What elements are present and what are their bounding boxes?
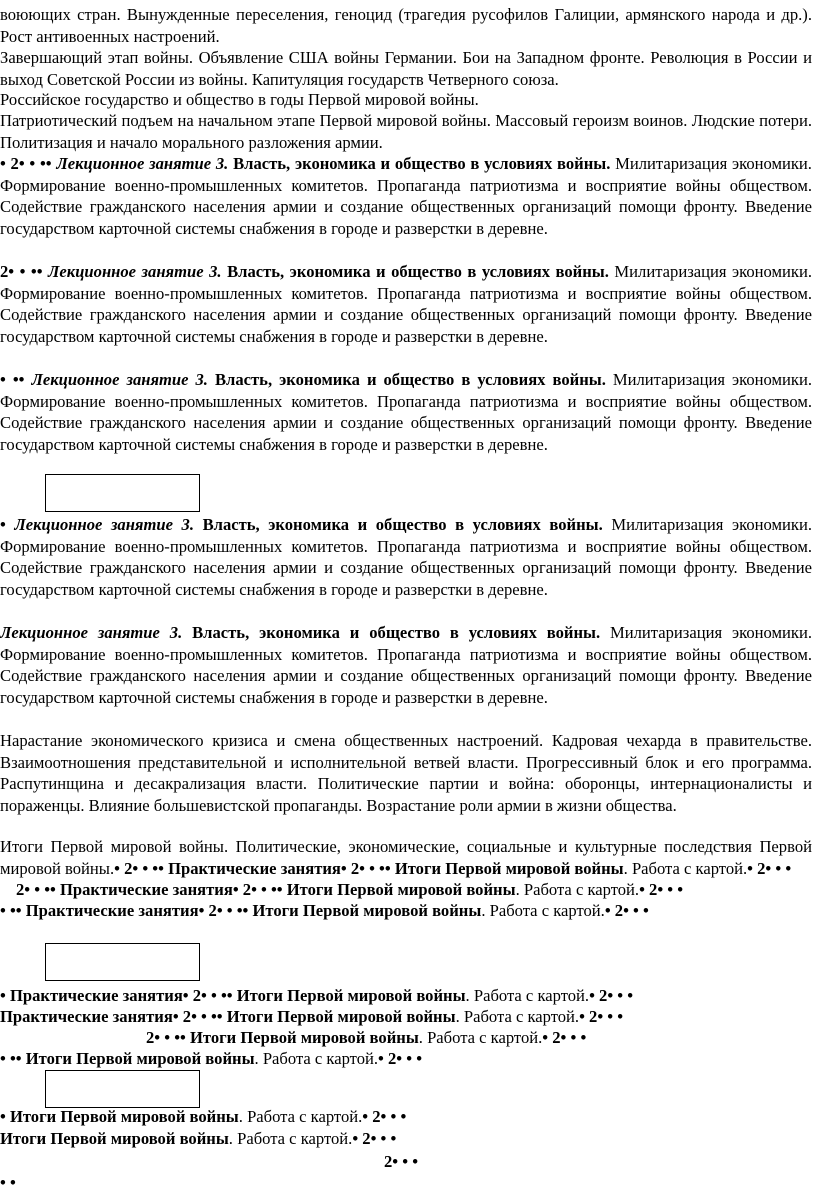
bullet-marker: • 2• • • [362,1107,407,1126]
bullet-marker: 2• • •• [0,262,49,281]
lecture-title: Лекционное занятие 3. [31,370,208,389]
lecture-subtitle: Власть, экономика и общество в условиях войны. [192,623,601,642]
results-title: Итоги Первой мировой войны [252,901,482,920]
bullet-marker: • [0,986,10,1005]
results-title: Итоги Первой мировой войны [236,986,466,1005]
map-work: . Работа с картой. [481,901,605,920]
lecture-title: Лекционное занятие 3. [14,515,194,534]
results-title: Итоги Первой мировой войны [394,858,624,878]
bullet-marker: 2• • •• [146,1028,190,1047]
bullet-marker: • •• [0,901,26,920]
fragment-line-10 [0,1172,200,1194]
intro-heading-russia: Российское государство и общество в годы Первой мировой войны. [0,90,479,109]
lecture-block-3 [0,369,812,455]
practice-label: Практические занятия [0,1007,173,1026]
results-title: Итоги Первой мировой войны [0,1129,229,1148]
lecture-body-first: Милитаризация [615,154,728,173]
intro-paragraph-1: воюющих стран. Вынужденные переселения, геноцид (трагедия русофилов Галиции, армянского народа и др.). Рост антивоенных настроений. [0,5,812,46]
bullet-marker: • [0,1107,10,1126]
bullet-marker: • 2• • • [542,1028,587,1047]
map-work: . Работа с картой. [254,1049,379,1068]
map-work: . Работа с картой. [228,1129,353,1148]
bullet-marker: • 2• • • [589,986,634,1005]
bullet-marker: • 2• • •• [114,858,169,878]
bullet-marker: • 2• • • [352,1129,397,1148]
lecture-body: экономики. Формирование военно-промышленных комитетов. Пропаганда патриотизма и восприятие войны обществом. Содействие гражданского населения армии и создание общественных организаций помощи фронту. Введение государством карточной системы снабжения в городе и разверстки в деревне. [0,154,812,238]
bullet-marker: 2• • • [384,1152,419,1171]
fragment-line-7 [0,1106,812,1128]
lecture-body: экономики. Формирование военно-промышленных комитетов. Пропаганда патриотизма и восприятие войны обществом. Содействие гражданского населения армии и создание общественных организаций помощи фронту. Введение государством карточной системы снабжения в городе и разверстки в деревне. [0,370,812,454]
lecture-title: Лекционное занятие 3. [56,154,229,173]
fragment-line-4 [0,1006,812,1028]
lecture-body: экономики. Формирование военно-промышленных комитетов. Пропаганда патриотизма и восприятие войны обществом. Содействие гражданского населения армии и создание общественных организаций помощи фронту. Введение государством карточной системы снабжения в городе и разверстки в деревне. [0,623,812,707]
lecture-body: экономики. Формирование военно-промышленных комитетов. Пропаганда патриотизма и восприятие войны обществом. Содействие гражданского населения армии и создание общественных организаций помощи фронту. Введение государством карточной системы снабжения в городе и разверстки в деревне. [0,515,812,599]
bullet-marker: • 2• • • [639,880,684,899]
results-title: Итоги Первой мировой войны [286,880,516,899]
lecture-block-4 [0,514,812,600]
bullet-marker: • • [0,1173,16,1192]
bullet-marker: • 2• • • [747,858,792,878]
results-title: Итоги Первой мировой войны [189,1028,419,1047]
lecture-subtitle: Власть, экономика и общество в условиях войны. [214,370,606,389]
empty-frame-1 [45,474,200,512]
bullet-marker: • 2• • •• [232,880,287,899]
lecture-block-2 [0,261,812,347]
lecture-subtitle: Власть, экономика и общество в условиях войны. [202,515,603,534]
crisis-paragraph: Нарастание экономического кризиса и смена общественных настроений. Кадровая чехарда в правительстве. Взаимоотношения представительной и исполнительной ветвей власти. Прогрессивный блок и его программа. Распутинщина и десакрализация власти. Политические партии и война: оборонцы, интернационалисты и пораженцы. Влияние большевистской пропаганды. Возрастание роли армии в жизни общества. [0,731,812,815]
bullet-marker: • 2• • •• [198,901,253,920]
lecture-subtitle: Власть, экономика и общество в условиях войны. [233,154,611,173]
bullet-marker: 2• • •• [16,880,60,899]
map-work: . Работа с картой. [623,858,748,878]
map-work: . Работа с картой. [515,880,640,899]
bullet-marker: • 2• • •• [182,986,237,1005]
fragment-line-2 [0,900,812,922]
lecture-block-1 [0,153,812,239]
lecture-body-first: Милитаризация [614,262,727,281]
bullet-marker: • 2• • • [378,1049,423,1068]
lecture-title: Лекционное занятие 3. [48,262,222,281]
fragment-line-5 [146,1027,816,1049]
map-work: . Работа с картой. [418,1028,543,1047]
results-title: Итоги Первой мировой войны [25,1049,255,1068]
bullet-marker: • 2• • • [579,1007,624,1026]
bullet-marker: • •• [0,370,32,389]
practice-label: Практические занятия [168,858,341,878]
results-intro: Итоги Первой мировой войны. Политические, экономические, социальные и культурные последствия Первой мировой войны. [0,837,812,878]
bullet-marker: • 2• • • [604,901,649,920]
intro-paragraph-2: Завершающий этап войны. Объявление США войны Германии. Бои на Западном фронте. Революция в России и выход Советской России из войны. Капитуляция государств Четверного союза. [0,48,812,89]
fragment-line-8 [0,1128,812,1150]
practice-label: Практические занятия [9,986,183,1005]
lecture-body-first: Милитаризация [612,370,725,389]
lecture-subtitle: Власть, экономика и общество в условиях войны. [227,262,609,281]
lecture-title: Лекционное занятие 3. [0,623,183,642]
fragment-line-6 [0,1048,812,1070]
map-work: . Работа с картой. [238,1107,363,1126]
bullet-marker: • 2• • •• [0,154,57,173]
results-title: Итоги Первой мировой войны [226,1007,456,1026]
map-work: . Работа с картой. [465,986,590,1005]
fragment-line-3 [0,985,812,1007]
lecture-block-5 [0,622,812,708]
bullet-marker: • 2• • •• [340,858,395,878]
intro-paragraph-3: Патриотический подъем на начальном этапе Первой мировой войны. Массовый героизм воинов. Людские потери. Политизация и начало морального разложения армии. [0,111,812,152]
empty-frame-2 [45,943,200,981]
bullet-marker: • •• [0,1049,26,1068]
empty-frame-3 [45,1070,200,1108]
fragment-line-1 [16,879,816,901]
fragment-line-9 [384,1151,584,1173]
bullet-marker: • 2• • •• [172,1007,227,1026]
lecture-body-first: Милитаризация [610,623,723,642]
lecture-body: экономики. Формирование военно-промышленных комитетов. Пропаганда патриотизма и восприятие войны обществом. Содействие гражданского населения армии и создание общественных организаций помощи фронту. Введение государством карточной системы снабжения в городе и разверстки в деревне. [0,262,813,346]
results-paragraph [0,836,812,879]
map-work: . Работа с картой. [455,1007,580,1026]
lecture-body-first: Милитаризация [611,515,724,534]
bullet-marker: • [0,515,15,534]
results-title: Итоги Первой мировой войны [9,1107,239,1126]
practice-label: Практические занятия [25,901,199,920]
practice-label: Практические занятия [59,880,233,899]
